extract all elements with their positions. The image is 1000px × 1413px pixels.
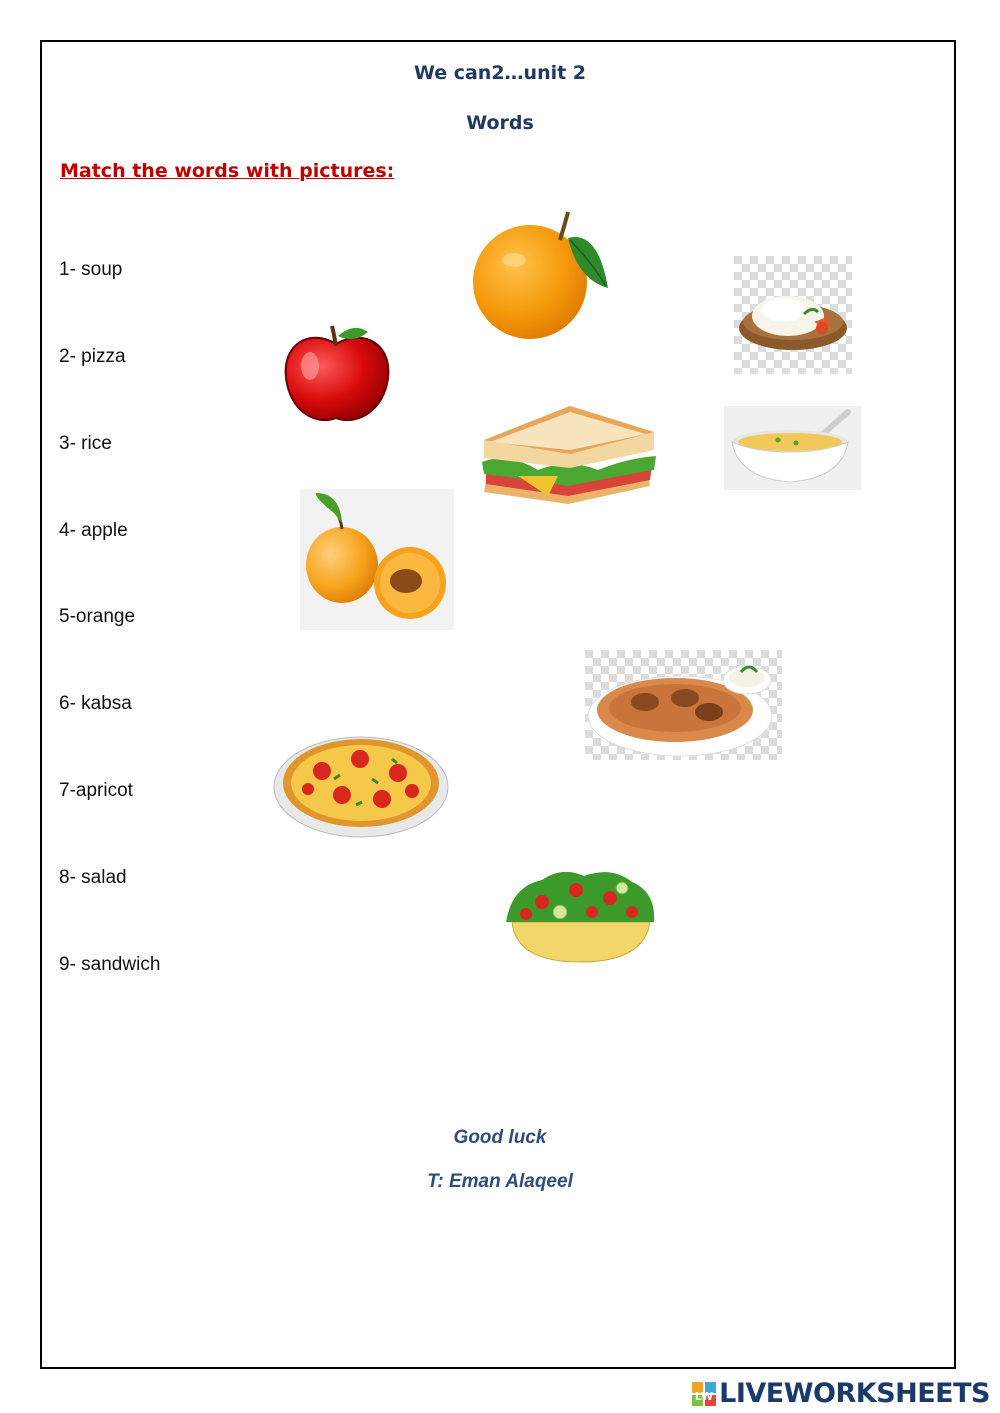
sandwich-picture[interactable] xyxy=(478,404,660,506)
word-rice[interactable]: 3- rice xyxy=(59,433,112,454)
word-sandwich[interactable]: 9- sandwich xyxy=(59,954,161,975)
logo-letters: LW xyxy=(695,1389,714,1403)
word-apricot[interactable]: 7-apricot xyxy=(59,780,133,801)
instruction: Match the words with pictures: xyxy=(60,160,395,182)
word-kabsa[interactable]: 6- kabsa xyxy=(59,693,132,714)
kabsa-picture[interactable] xyxy=(585,650,782,760)
apricot-picture[interactable] xyxy=(300,489,454,630)
pizza-picture[interactable] xyxy=(272,729,450,839)
footer-teacher: T: Eman Alaqeel xyxy=(427,1171,573,1192)
salad-picture[interactable] xyxy=(502,866,659,964)
apple-picture[interactable] xyxy=(280,322,395,430)
word-orange[interactable]: 5-orange xyxy=(59,606,136,627)
worksheet-subtitle: Words xyxy=(466,112,534,134)
liveworksheets-logo-icon xyxy=(692,1382,716,1406)
liveworksheets-brand[interactable] xyxy=(692,1378,990,1409)
worksheet-title: We can2…unit 2 xyxy=(413,62,587,84)
word-salad[interactable]: 8- salad xyxy=(59,867,127,888)
word-soup[interactable]: 1- soup xyxy=(59,259,123,280)
word-apple[interactable]: 4- apple xyxy=(59,520,128,541)
brand-name: LIVEWORKSHEETS xyxy=(719,1378,990,1409)
rice-picture[interactable] xyxy=(734,256,852,374)
word-pizza[interactable]: 2- pizza xyxy=(59,346,126,367)
footer-good-luck: Good luck xyxy=(453,1127,547,1148)
orange-picture[interactable] xyxy=(468,210,613,345)
soup-picture[interactable] xyxy=(724,406,861,490)
